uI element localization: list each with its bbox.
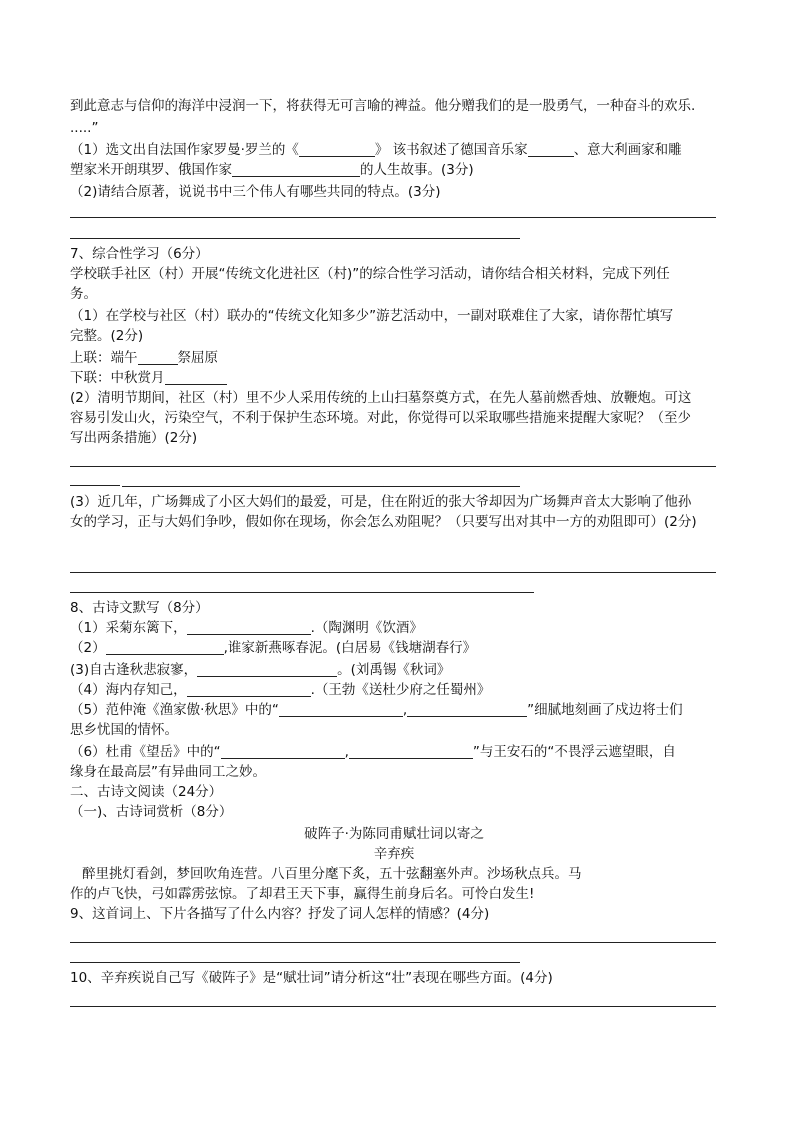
- question-9: 9、这首词上、下片各描写了什么内容？抒发了词人怎样的情感？(4分): [70, 906, 490, 922]
- answer-line[interactable]: [70, 466, 716, 467]
- q7-intro-1: 学校联手社区（村）开展“传统文化进社区（村)”的综合性学习活动，请你结合相关材料，完成下列任: [70, 266, 670, 282]
- recite-text: ”与王安石的“不畏浮云遮望眼，自: [472, 744, 676, 760]
- writer-blank[interactable]: [232, 162, 360, 177]
- q6-text: 》 该书叙述了德国音乐家: [374, 142, 528, 158]
- answer-line[interactable]: [70, 485, 120, 486]
- recite-blank[interactable]: [349, 744, 473, 759]
- answer-line[interactable]: [70, 217, 716, 218]
- q6-part2: （2)请结合原著，说说书中三个伟人有哪些共同的特点。(3分): [70, 184, 441, 200]
- answer-line[interactable]: [70, 592, 534, 593]
- poem-title: 破阵子·为陈同甫赋壮词以寄之: [304, 826, 484, 842]
- recite-text: .（陶渊明《饮酒》: [310, 620, 423, 636]
- answer-line[interactable]: [70, 962, 520, 963]
- recite-text: （1）采菊东篱下，: [70, 620, 187, 636]
- recite-line-5b: 思乡忧国的情怀。: [70, 722, 178, 738]
- answer-line[interactable]: [70, 942, 716, 943]
- intro-line-2: .....”: [70, 120, 99, 136]
- recite-blank[interactable]: [279, 702, 403, 717]
- intro-line-1: 到此意志与信仰的海洋中浸润一下，将获得无可言喻的裨益。他分赠我们的是一股勇气，一种奋斗的欢乐.: [70, 98, 696, 114]
- recite-text: .（王勃《送杜少府之任蜀州》: [310, 682, 491, 698]
- recite-text: 。(刘禹锡《秋词》: [337, 662, 451, 678]
- recite-text: （2）: [70, 640, 106, 656]
- q7-part2-line3: 写出两条措施）(2分): [70, 430, 198, 446]
- recite-blank[interactable]: [187, 682, 311, 697]
- poem-line-1: 醉里挑灯看剑，梦回吹角连营。八百里分麾下炙，五十弦翻塞外声。沙场秋点兵。马: [82, 866, 582, 882]
- recite-text: ,: [344, 744, 349, 760]
- q6-part1-line1: [70, 140, 682, 160]
- recite-line-1: [70, 618, 423, 638]
- upper-couplet-blank[interactable]: [138, 350, 178, 365]
- recite-text: （4）海内存知己，: [70, 682, 187, 698]
- recite-text: （6）杜甫《望岳》中的“: [70, 744, 221, 760]
- recite-blank[interactable]: [106, 640, 224, 655]
- couplet-text: 下联：中秋赏月: [70, 370, 165, 386]
- recite-blank[interactable]: [221, 744, 345, 759]
- q7-part2-line1: (2）清明节期间，社区（村）里不少人采用传统的上山扫墓祭奠方式，在先人墓前燃香烛、放鞭炮。可这: [70, 390, 692, 406]
- recite-text: （5）范仲淹《渔家傲·秋思》中的“: [70, 702, 279, 718]
- q7-part2-line2: 容易引发山火，污染空气，不利于保护生态环境。对此，你觉得可以采取哪些措施来提醒大家呢？（至少: [70, 410, 691, 426]
- q7-part1-line2: 完整。(2分): [70, 328, 144, 344]
- couplet-text: 祭屈原: [177, 350, 218, 366]
- upper-couplet: [70, 348, 218, 368]
- poem-line-2: 作的卢飞快，弓如霹雳弦惊。了却君王天下事，赢得生前身后名。可怜白发生!: [70, 886, 535, 902]
- couplet-text: 上联：端午: [70, 350, 138, 366]
- q8-title: 8、古诗文默写（8分）: [70, 600, 209, 616]
- answer-line[interactable]: [122, 486, 520, 487]
- section2-title: 二、古诗文阅读（24分）: [70, 784, 223, 800]
- recite-blank[interactable]: [407, 702, 527, 717]
- recite-line-6: [70, 742, 676, 762]
- recite-blank[interactable]: [187, 620, 311, 635]
- lower-couplet: [70, 368, 227, 388]
- q6-text: 、意大利画家和雕: [573, 142, 682, 158]
- recite-line-5: [70, 700, 683, 720]
- recite-line-6b: 缘身在最高层”有异曲同工之妙。: [70, 764, 266, 780]
- recite-line-3: [70, 660, 450, 680]
- answer-line[interactable]: [70, 572, 716, 573]
- answer-line[interactable]: [70, 1006, 716, 1007]
- musician-blank[interactable]: [528, 142, 574, 157]
- q7-part1-line1: （1）在学校与社区（村）联办的“传统文化知多少”游艺活动中，一副对联难住了大家，请你帮忙填写: [70, 308, 674, 324]
- poem-author: 辛弃疾: [373, 846, 415, 862]
- book-title-blank[interactable]: [299, 142, 375, 157]
- answer-line[interactable]: [70, 238, 520, 239]
- section2-subtitle: （一)、古诗词赏析（8分）: [70, 804, 233, 820]
- recite-text: ,谁家新燕啄春泥。(白居易《钱塘湖春行》: [223, 640, 477, 656]
- q6-part1-line2: [70, 160, 474, 180]
- lower-couplet-blank[interactable]: [165, 370, 227, 385]
- q7-title: 7、综合性学习（6分）: [70, 246, 209, 262]
- q6-text: （1）选文出自法国作家罗曼·罗兰的《: [70, 142, 299, 158]
- q7-part3-line2: 女的学习，正与大妈们争吵，假如你在现场，你会怎么劝阻呢？（只要写出对其中一方的劝阻即可）(2分): [70, 514, 697, 530]
- question-10: 10、辛弃疾说自己写《破阵子》是“赋壮词”请分析这“壮”表现在哪些方面。(4分): [70, 970, 553, 986]
- recite-line-2: [70, 638, 476, 658]
- recite-blank[interactable]: [197, 662, 337, 677]
- recite-text: ,: [402, 702, 408, 718]
- recite-line-4: [70, 680, 490, 700]
- recite-text: ”细腻地刻画了戍边将士们: [527, 702, 683, 718]
- recite-text: (3)自古逢秋悲寂寥，: [70, 662, 198, 678]
- q7-intro-2: 务。: [70, 286, 97, 302]
- q6-text: 的人生故事。(3分): [360, 162, 474, 178]
- q6-text: 塑家米开朗琪罗、俄国作家: [70, 162, 232, 178]
- q7-part3-line1: (3）近几年，广场舞成了小区大妈们的最爱，可是，住在附近的张大爷却因为广场舞声音太大影响了他孙: [70, 494, 692, 510]
